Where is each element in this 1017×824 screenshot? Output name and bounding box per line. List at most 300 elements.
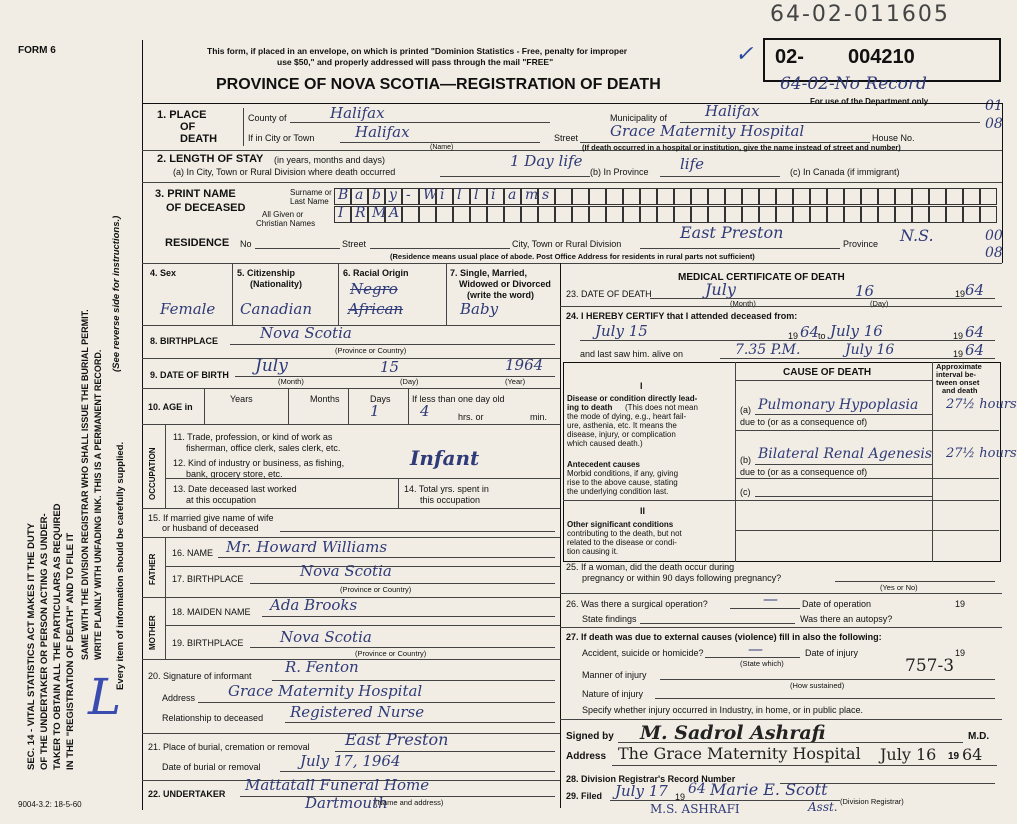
surname-letter: B <box>338 187 349 203</box>
s26-label: 26. Was there a surgical operation? <box>566 599 708 609</box>
surname-cell <box>538 188 555 205</box>
signed-line <box>618 742 963 743</box>
hospital-note: (If death occurred in a hospital or institution, give the name instead of street and number) <box>582 143 901 152</box>
medical-certificate-title: MEDICAL CERTIFICATE OF DEATH <box>678 272 845 283</box>
given-letter: I <box>338 205 344 221</box>
disease-7: which caused death.) <box>567 439 643 448</box>
s22-label: 22. UNDERTAKER <box>148 789 226 799</box>
given-cell <box>334 206 351 223</box>
surname-cell <box>606 188 623 205</box>
surname-cell <box>929 188 946 205</box>
s20-label: 20. Signature of informant <box>148 671 252 681</box>
cause-a-value: Pulmonary Hypoplasia <box>758 397 919 413</box>
relationship-label: Relationship to deceased <box>162 713 264 723</box>
cause-row-rule-1 <box>735 430 999 431</box>
s1-bracket <box>243 108 244 146</box>
other-4: tion causing it. <box>567 547 619 556</box>
s6-label: 6. Racial Origin <box>343 268 409 278</box>
surname-letter: b <box>372 187 381 203</box>
attend-to-year: 64 <box>965 323 985 341</box>
s25-label: 25. If a woman, did the death occur during <box>566 562 735 572</box>
rule-3 <box>142 263 1002 264</box>
last-saw-line <box>720 358 995 359</box>
surname-letter: l <box>457 187 462 203</box>
s4-label: 4. Sex <box>150 268 177 278</box>
occupation-rule <box>165 478 560 479</box>
relationship-line <box>285 722 555 723</box>
rule-r4 <box>560 719 1002 720</box>
age-days-value: 1 <box>370 402 380 420</box>
rule-r2 <box>560 593 1002 594</box>
mother-birthplace-hint: (Province or Country) <box>355 649 427 658</box>
findings-line <box>640 623 795 624</box>
death-month-hint: (Month) <box>730 299 756 308</box>
roman-2: II <box>640 506 646 516</box>
surname-cell <box>810 188 827 205</box>
attend-line <box>580 340 995 341</box>
given-cell <box>980 206 997 223</box>
surname-cell <box>674 188 691 205</box>
residence-province-value: N.S. <box>900 226 934 245</box>
sidebar-line-7: (See reverse side for instructions.) <box>111 215 122 372</box>
surname-letter: m <box>525 187 539 203</box>
last-seen-date: July 16 <box>845 342 895 358</box>
form-title: PROVINCE OF NOVA SCOTIA—REGISTRATION OF DEATH <box>216 76 661 93</box>
given-cell <box>385 206 402 223</box>
residence-no-line <box>255 248 340 249</box>
surname-cell <box>827 188 844 205</box>
given-cell <box>555 206 572 223</box>
surname-label-2: Last Name <box>290 197 329 206</box>
s29-label: 29. Filed <box>566 791 603 801</box>
given-cell <box>640 206 657 223</box>
sign-address-value: The Grace Maternity Hospital <box>618 744 861 763</box>
code-7573: 757-3 <box>905 656 955 676</box>
s27-label: 27. If death was due to external causes (violence) fill in also the following: <box>566 632 882 642</box>
death-year-prefix: 19 <box>955 289 966 299</box>
mother-rule <box>165 625 560 626</box>
attend-to: July 16 <box>830 322 883 340</box>
manner-label: Manner of injury <box>582 670 647 680</box>
s12-label-b: bank, grocery store, etc. <box>186 469 283 479</box>
registration-number: 004210 <box>848 46 915 68</box>
s2-label: 2. LENGTH OF STAY <box>157 153 264 165</box>
stay-city-line <box>440 176 590 177</box>
age-div-4 <box>408 388 409 424</box>
surname-cell <box>555 188 572 205</box>
house-no-label: House No. <box>872 133 915 143</box>
surname-cell <box>725 188 742 205</box>
stamp-number: 64-02-011605 <box>770 2 950 27</box>
margin-code-a: 01 <box>985 98 1003 114</box>
surname-cell <box>861 188 878 205</box>
given-cell <box>759 206 776 223</box>
surname-letter: i <box>440 187 445 203</box>
marital-status-value: Baby <box>460 300 499 318</box>
s5-label: 5. Citizenship <box>237 268 296 278</box>
given-cell <box>657 206 674 223</box>
attend-to-year-prefix: 19 <box>953 331 964 341</box>
filed-year-prefix: 19 <box>675 792 686 802</box>
injury-year-prefix: 19 <box>955 648 966 658</box>
dob-month: July <box>255 356 288 376</box>
disease-6: disease, injury, or complication <box>567 430 676 439</box>
surname-letter: l <box>474 187 479 203</box>
occ-div <box>398 478 399 508</box>
death-year: 64 <box>965 281 985 299</box>
surname-letter: W <box>423 187 438 203</box>
surname-cell <box>691 188 708 205</box>
surname-cell <box>878 188 895 205</box>
other-2: contributing to the death, but not <box>567 529 682 538</box>
residence-label: RESIDENCE <box>165 237 230 249</box>
given-cell <box>912 206 929 223</box>
residence-city-label: City, Town or Rural Division <box>512 239 622 249</box>
form-number: FORM 6 <box>18 45 56 56</box>
cause-row-rule-2 <box>735 478 999 479</box>
occupation-value: Infant <box>410 446 480 470</box>
mother-side <box>165 597 166 659</box>
given-cell <box>487 206 504 223</box>
other-line-1 <box>735 530 999 531</box>
given-cell <box>419 206 436 223</box>
cause-title: CAUSE OF DEATH <box>783 367 872 378</box>
s2-label-b: (in years, months and days) <box>274 155 386 165</box>
sign-year-prefix: 19 <box>948 751 960 762</box>
mailing-note-2: use $50," and properly addressed will pass through the mail "FREE" <box>277 57 554 67</box>
undertaker-line <box>240 796 555 797</box>
given-cell <box>776 206 793 223</box>
informant-line <box>272 680 555 681</box>
div-6-7 <box>446 263 447 325</box>
death-month: July <box>705 280 736 299</box>
cause-b-interval: 27½ hours <box>946 446 1017 461</box>
nature-label: Nature of injury <box>582 689 644 699</box>
given-cell <box>861 206 878 223</box>
mother-label: MOTHER <box>148 615 157 650</box>
residence-street-label: Street <box>342 239 367 249</box>
street-value: Grace Maternity Hospital <box>610 122 805 140</box>
age-div-2 <box>288 388 289 424</box>
burial-date-label: Date of burial or removal <box>162 762 261 772</box>
given-cell <box>368 206 385 223</box>
autopsy-label: Was there an autopsy? <box>800 614 893 624</box>
last-saw-label: and last saw him. alive on <box>580 349 684 359</box>
street-label: Street <box>554 133 579 143</box>
s15-label: 15. If married give name of wife <box>148 513 274 523</box>
city-label: If in City or Town <box>248 133 315 143</box>
s13-label: 13. Date deceased last worked <box>173 484 297 494</box>
rule-8 <box>142 508 560 509</box>
burial-date-line <box>280 771 555 772</box>
s12-label: 12. Kind of industry or business, as fishing, <box>173 458 345 468</box>
informant-value: R. Fenton <box>285 658 359 676</box>
s21-label: 21. Place of burial, cremation or removal <box>148 742 310 752</box>
surname-cell <box>657 188 674 205</box>
surname-cell <box>963 188 980 205</box>
cause-c-line <box>755 496 933 497</box>
burial-date-value: July 17, 1964 <box>300 752 401 770</box>
given-cell <box>606 206 623 223</box>
s1-label-b: OF <box>180 121 196 133</box>
s3-label: 3. PRINT NAME <box>155 188 236 200</box>
date-op-label: Date of operation <box>802 599 872 609</box>
surname-letter: s <box>542 187 550 203</box>
surname-cell <box>521 188 538 205</box>
father-birthplace-hint: (Province or Country) <box>340 585 412 594</box>
surname-cell <box>776 188 793 205</box>
disease-1: Disease or condition directly lead- <box>567 394 698 403</box>
given-cell <box>691 206 708 223</box>
other-3: related to the disease or condi- <box>567 538 677 547</box>
nature-line <box>655 698 995 699</box>
given-cell <box>793 206 810 223</box>
sidebar-line-8: Every item of information should be carefully supplied. <box>115 441 126 690</box>
surgery-dash: — <box>763 590 778 608</box>
death-day-hint: (Day) <box>870 299 889 308</box>
hrs-label: hrs. or <box>458 412 484 422</box>
s24-label: 24. I HEREBY CERTIFY that I attended deceased from: <box>566 311 798 321</box>
residence-no-label: No <box>240 239 252 249</box>
surname-cell <box>470 188 487 205</box>
sign-year-value: 64 <box>962 745 983 764</box>
op-year-prefix: 19 <box>955 599 966 609</box>
surname-letter: a <box>508 187 517 203</box>
stay-city-label: (a) In City, Town or Rural Division where death occurred <box>173 167 396 177</box>
rule-2 <box>142 182 1002 183</box>
cause-title-rule <box>735 380 932 381</box>
margin-code-c: 00 <box>985 228 1003 244</box>
county-label: County of <box>248 113 287 123</box>
given-letter: R <box>355 205 366 221</box>
s1-label-c: DEATH <box>180 133 218 145</box>
s11-label: 11. Trade, profession, or kind of work as <box>173 432 333 442</box>
surname-cell <box>895 188 912 205</box>
pregnancy-line <box>835 581 995 582</box>
s7-label-c: (write the word) <box>467 290 534 300</box>
filed-line <box>610 800 840 801</box>
date-injury-label: Date of injury <box>805 648 859 658</box>
stay-city-value: 1 Day life <box>510 152 583 170</box>
s15-label-b: or husband of deceased <box>162 523 259 533</box>
burial-place-value: East Preston <box>345 730 449 749</box>
municipality-label: Municipality of <box>610 113 668 123</box>
sidebar-line-6: WRITE PLAINLY WITH UNFADING INK. THIS IS A PERMANENT RECORD. <box>93 349 103 660</box>
due-to-1: due to (or as a consequence of) <box>740 417 868 427</box>
signed-by-value: M. Sadrol Ashrafi <box>640 722 826 744</box>
disease-2: ing to death <box>567 403 613 412</box>
rule-7 <box>142 424 560 425</box>
given-cell <box>708 206 725 223</box>
filed-year: 64 <box>688 781 706 797</box>
given-cell <box>827 206 844 223</box>
sidebar-line-4: IN THE "REGISTRATION OF DEATH" AND TO FILE IT <box>65 532 76 770</box>
yes-no-hint: (Yes or No) <box>880 583 918 592</box>
racial-origin-value: Negro <box>350 280 398 298</box>
to-label: to <box>818 331 826 341</box>
given-cell <box>572 206 589 223</box>
residence-note: (Residence means usual place of abode. Post Office Address for residents in rural parts not sufficient) <box>390 252 755 261</box>
given-letter: A <box>389 205 400 221</box>
father-name-value: Mr. Howard Williams <box>226 538 388 556</box>
days-label: Days <box>370 394 391 404</box>
specify-label: Specify whether injury occurred in Industry, in home, or in public place. <box>582 705 863 715</box>
cause-b-label: (b) <box>740 455 751 465</box>
s7-label: 7. Single, Married, <box>450 268 528 278</box>
div-4-5 <box>232 263 233 325</box>
death-date-line <box>650 298 995 299</box>
s1-label: 1. PLACE <box>157 109 207 121</box>
department-use-note: For use of the Department only <box>810 97 929 106</box>
given-cell <box>895 206 912 223</box>
disease-3: (This does not mean <box>625 403 698 412</box>
antecedent-2: Morbid conditions, if any, giving <box>567 469 679 478</box>
surname-letter: a <box>355 187 364 203</box>
surname-cell <box>368 188 385 205</box>
s17-label: 17. BIRTHPLACE <box>172 574 244 584</box>
death-day: 16 <box>855 282 875 300</box>
given-cell <box>623 206 640 223</box>
father-birthplace-value: Nova Scotia <box>300 562 392 580</box>
attend-from: July 15 <box>595 322 648 340</box>
s14-label-b: this occupation <box>420 495 481 505</box>
accident-dash: — <box>748 640 763 658</box>
interval-label-4: and death <box>942 386 978 395</box>
surname-cell <box>844 188 861 205</box>
informant-address-label: Address <box>162 693 196 703</box>
surname-cell <box>419 188 436 205</box>
undertaker-hint: (Name and address) <box>375 798 444 807</box>
informant-address-value: Grace Maternity Hospital <box>228 682 423 700</box>
surname-cell <box>385 188 402 205</box>
rule-right-top <box>1002 103 1003 263</box>
city-value: Halifax <box>355 123 410 141</box>
s7-label-b: Widowed or Divorced <box>459 279 551 289</box>
s13-label-b: at this occupation <box>186 495 257 505</box>
given-cell <box>402 206 419 223</box>
s10-label: 10. AGE in <box>148 402 193 412</box>
stay-province-line <box>660 176 780 177</box>
registration-prefix: 02- <box>775 46 804 68</box>
dob-year: 1964 <box>505 356 544 374</box>
age-div-3 <box>348 388 349 424</box>
surgery-line <box>730 608 800 609</box>
surname-cell <box>589 188 606 205</box>
surname-label: Surname or <box>290 188 332 197</box>
given-cell <box>436 206 453 223</box>
registrar-signature: Marie E. Scott <box>710 780 828 799</box>
cause-a-line <box>755 414 933 415</box>
sidebar-line-2: OF THE UNDERTAKER OR PERSON ACTING AS UNDER- <box>39 513 50 770</box>
given-cell <box>878 206 895 223</box>
cause-a-label: (a) <box>740 405 751 415</box>
form-code: 9004-3.2: 18-5-60 <box>18 800 82 809</box>
s3-label-b: OF DECEASED <box>166 202 246 214</box>
surname-cell <box>742 188 759 205</box>
surname-letter: - <box>406 187 411 203</box>
surname-cell <box>504 188 521 205</box>
md-label: M.D. <box>968 731 990 742</box>
accident-line <box>705 657 800 658</box>
s18-label: 18. MAIDEN NAME <box>172 607 251 617</box>
surname-cell <box>759 188 776 205</box>
age-div-1 <box>204 388 205 424</box>
given-cell <box>725 206 742 223</box>
spouse-line <box>280 531 555 532</box>
given-letter: M <box>372 205 387 221</box>
accident-label: Accident, suicide or homicide? <box>582 648 704 658</box>
surname-cell <box>351 188 368 205</box>
occupation-label: OCCUPATION <box>148 447 157 500</box>
father-name-line <box>218 557 555 558</box>
given-cell <box>946 206 963 223</box>
given-cell <box>929 206 946 223</box>
year-hint: (Year) <box>505 377 526 386</box>
given-cell <box>844 206 861 223</box>
citizenship-value: Canadian <box>240 300 313 318</box>
disease-5: ure, asthenia, etc. It means the <box>567 421 677 430</box>
residence-city-value: East Preston <box>680 223 784 242</box>
birthplace-hint: (Province or Country) <box>335 346 407 355</box>
last-seen-year-prefix: 19 <box>953 349 964 359</box>
father-label: FATHER <box>148 553 157 585</box>
rule-top <box>142 103 1002 104</box>
sidebar-line-3: TAKER TO OBTAIN ALL THE PARTICULARS AS REQUIRED <box>52 503 63 770</box>
father-birthplace-line <box>250 583 555 584</box>
surname-cell <box>572 188 589 205</box>
s5-label-b: (Nationality) <box>250 279 303 289</box>
stay-province-label: (b) In Province <box>590 167 649 177</box>
margin-code-d: 08 <box>985 245 1003 261</box>
undertaker-value: Mattatall Funeral Home <box>245 776 430 794</box>
surname-cell <box>640 188 657 205</box>
stay-province-value: life <box>680 155 705 173</box>
rule-r1 <box>560 306 1002 307</box>
cause-c-label: (c) <box>740 487 751 497</box>
s16-label: 16. NAME <box>172 548 214 558</box>
address-label-2: Address <box>566 751 607 762</box>
due-to-2: due to (or as a consequence of) <box>740 467 868 477</box>
interval-label-2: interval be- <box>936 370 977 379</box>
given-cell <box>963 206 980 223</box>
birthplace-line <box>230 344 555 345</box>
birthplace-value: Nova Scotia <box>260 324 352 342</box>
mother-birthplace-value: Nova Scotia <box>280 628 372 646</box>
interval-div <box>932 362 933 562</box>
sidebar-initial: L <box>88 668 122 726</box>
s19-label: 19. BIRTHPLACE <box>172 638 244 648</box>
given-cell <box>538 206 555 223</box>
given-cell <box>742 206 759 223</box>
months-label: Months <box>310 394 340 404</box>
surname-cell <box>946 188 963 205</box>
rule-r3 <box>560 627 1002 628</box>
sidebar-border <box>142 40 143 810</box>
surname-cell <box>334 188 351 205</box>
years-label: Years <box>230 394 253 404</box>
min-label: min. <box>530 412 548 422</box>
how-sustained-hint: (How sustained) <box>790 681 845 690</box>
given-label-2: Christian Names <box>256 219 316 228</box>
check-mark: ✓ <box>735 42 754 67</box>
surname-cell <box>708 188 725 205</box>
column-divider <box>560 263 561 808</box>
county-line <box>290 122 550 123</box>
stay-canada-label: (c) In Canada (if immigrant) <box>790 167 900 177</box>
s11-label-b: fisherman, office clerk, sales clerk, etc. <box>186 443 341 453</box>
s9-label: 9. DATE OF BIRTH <box>150 370 229 380</box>
antecedent-3: rise to the above cause, stating <box>567 478 678 487</box>
